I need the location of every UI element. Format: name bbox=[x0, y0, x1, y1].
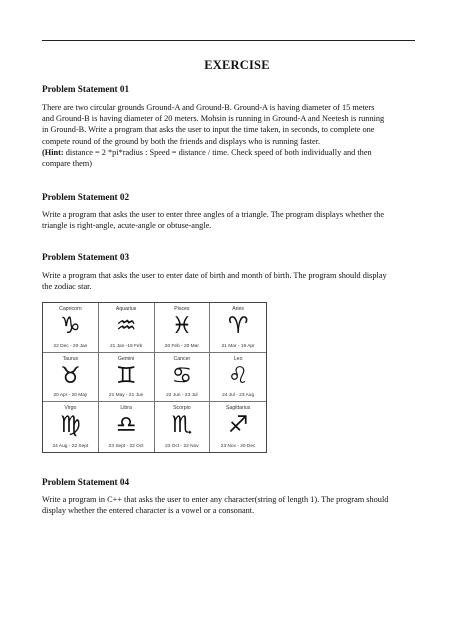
zodiac-name: Aquarius bbox=[115, 306, 137, 312]
virgo-icon: ♍ bbox=[60, 412, 81, 439]
zodiac-dates: 21 Mar - 19 Apr bbox=[221, 343, 255, 349]
zodiac-cell-scorpio bbox=[155, 402, 211, 452]
zodiac-cell-libra bbox=[99, 402, 155, 452]
taurus-icon: ♉ bbox=[60, 362, 81, 389]
zodiac-cell-aquarius bbox=[99, 303, 155, 353]
hint-text: distance = 2 *pi*radius : Speed = distance / time. Check speed of both individually and then bbox=[63, 147, 372, 157]
zodiac-name: Libra bbox=[120, 405, 132, 412]
zodiac-cell-cancer bbox=[155, 353, 211, 403]
ps1-line: There are two circular grounds Ground-A and Ground-B. Ground-A is having diameter of 15 meters bbox=[42, 103, 375, 112]
ps1-hint-line2: compare them) bbox=[42, 159, 92, 169]
ps4-body bbox=[42, 494, 432, 516]
sagittarius-icon: ♐ bbox=[227, 412, 249, 439]
zodiac-cell-pisces bbox=[155, 303, 211, 353]
zodiac-dates: 23 Oct - 22 Nov bbox=[165, 444, 199, 449]
page-title: EXERCISE bbox=[204, 58, 270, 72]
aquarius-icon: ♒ bbox=[115, 313, 137, 339]
leo-icon: ♌ bbox=[227, 362, 249, 389]
pisces-icon: ♓ bbox=[171, 313, 193, 339]
zodiac-dates: 21 Jan -19 Feb bbox=[109, 343, 143, 349]
ps2-heading: Problem Statement 02 bbox=[42, 192, 130, 202]
ps1-line: in Ground-B. Write a program that asks the user to input the time taken, in seconds, to complete one bbox=[42, 125, 375, 135]
zodiac-name: Capricorn bbox=[59, 306, 82, 312]
ps1-heading: Problem Statement 01 bbox=[42, 84, 130, 94]
ps1-line: compete round of the ground by both the friends and displays who is running faster. bbox=[42, 136, 321, 146]
zodiac-dates: 20 Apr - 20 May bbox=[53, 393, 88, 399]
zodiac-cell-virgo bbox=[43, 402, 99, 452]
ps3-line: the zodiac star. bbox=[42, 282, 92, 292]
zodiac-dates: 22 Jun - 23 Jul bbox=[166, 393, 198, 399]
ps3-line: Write a program that asks the user to enter date of birth and month of birth. The program should display bbox=[42, 271, 387, 280]
zodiac-cell-leo bbox=[210, 353, 266, 403]
zodiac-dates: 23 Nov - 20 Dec bbox=[220, 444, 256, 449]
zodiac-name: Aries bbox=[232, 306, 245, 312]
ps3-heading: Problem Statement 03 bbox=[42, 252, 130, 262]
zodiac-dates: 24 Aug - 22 Sept bbox=[52, 444, 89, 449]
zodiac-cell-taurus bbox=[43, 353, 99, 403]
zodiac-name: Sagittarius bbox=[225, 405, 251, 412]
scorpio-icon: ♏ bbox=[171, 412, 193, 439]
zodiac-name: Pisces bbox=[174, 306, 190, 312]
zodiac-chart bbox=[42, 302, 267, 453]
zodiac-name: Virgo bbox=[64, 405, 77, 412]
aries-icon: ♈ bbox=[227, 313, 249, 339]
capricorn-icon: ♑ bbox=[60, 313, 81, 339]
zodiac-cell-sagittarius bbox=[210, 402, 266, 452]
zodiac-cell-capricorn bbox=[43, 303, 99, 353]
zodiac-name: Leo bbox=[233, 355, 243, 362]
zodiac-dates: 24 Jul - 23 Aug bbox=[222, 393, 255, 399]
top-rule bbox=[42, 40, 415, 41]
ps3-body bbox=[42, 270, 432, 292]
ps1-hint bbox=[42, 147, 432, 158]
zodiac-dates: 22 Dec - 20 Jan bbox=[53, 343, 88, 349]
zodiac-dates: 21 May - 21 Jun bbox=[108, 393, 144, 399]
zodiac-name: Scorpio bbox=[173, 405, 191, 412]
zodiac-dates: 20 Feb - 20 Mar bbox=[164, 343, 199, 349]
ps4-line: display whether the entered character is a vowel or a consonant. bbox=[42, 506, 255, 516]
hint-label: (Hint: bbox=[42, 147, 64, 157]
zodiac-cell-aries bbox=[210, 303, 266, 353]
gemini-icon: ♊ bbox=[115, 362, 137, 389]
zodiac-cell-gemini bbox=[99, 353, 155, 403]
zodiac-dates: 23 Sept - 22 Oct bbox=[108, 444, 144, 449]
cancer-icon: ♋ bbox=[171, 362, 193, 389]
ps2-line: Write a program that asks the user to enter three angles of a triangle. The program displays whether the bbox=[42, 210, 385, 219]
ps2-line: triangle is right-angle, acute-angle or obtuse-angle. bbox=[42, 221, 212, 231]
ps1-line: and Ground-B is having diameter of 20 meters. Mohsin is running in Ground-A and Neetesh is running bbox=[42, 114, 385, 124]
ps2-body bbox=[42, 209, 432, 231]
libra-icon: ♎ bbox=[115, 412, 137, 439]
ps4-line: Write a program in C++ that asks the user to enter any character(string of length 1). The program should bbox=[42, 495, 389, 504]
zodiac-name: Taurus bbox=[62, 355, 79, 362]
zodiac-name: Gemini bbox=[117, 355, 135, 362]
ps1-body bbox=[42, 102, 432, 169]
zodiac-name: Cancer bbox=[173, 355, 191, 362]
ps4-heading: Problem Statement 04 bbox=[42, 477, 130, 487]
